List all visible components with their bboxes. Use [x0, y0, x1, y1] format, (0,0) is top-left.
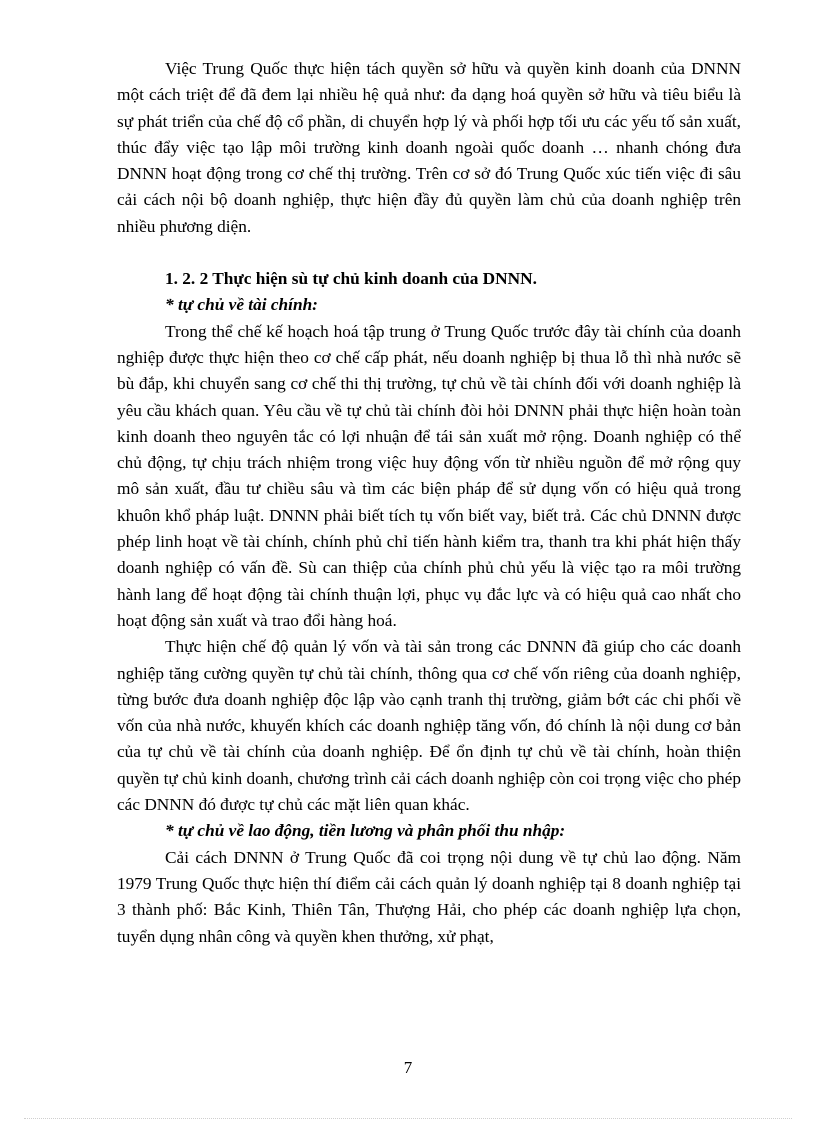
section-heading: 1. 2. 2 Thực hiện sù tự chủ kinh doanh của DNNN. — [165, 269, 537, 289]
document-page — [117, 56, 741, 950]
subheading-finance: * tự chủ về tài chính: — [165, 295, 318, 315]
paragraph-intro: Việc Trung Quốc thực hiện tách quyền sở hữu và quyền kinh doanh của DNNN một cách triệt để đã đem lại nhiều hệ quả như: đa dạng hoá quyền sở hữu và tiêu biểu là sự phát triển của chế độ cổ phần, di chuyển hợp lý và phối hợp tối ưu các yếu tố sản xuất, thúc đẩy việc tạo lập môi trường kinh doanh ngoài quốc doanh … nhanh chóng đưa DNNN hoạt động trong cơ chế thị trường. Trên cơ sở đó Trung Quốc xúc tiến việc đi sâu cải cách nội bộ doanh nghiệp, thực hiện đầy đủ quyền làm chủ của doanh nghiệp trên nhiều phương diện. — [117, 59, 741, 236]
page-bottom-divider — [24, 1118, 792, 1119]
spacer — [117, 240, 741, 266]
paragraph-labor: Cải cách DNNN ở Trung Quốc đã coi trọng nội dung về tự chủ lao động. Năm 1979 Trung Quốc thực hiện thí điểm cải cách quản lý doanh nghiệp tại 8 doanh nghiệp tại 3 thành phố: Bắc Kinh, Thiên Tân, Thượng Hải, cho phép các doanh nghiệp lựa chọn, tuyển dụng nhân công và quyền khen thưởng, xử phạt, — [117, 847, 741, 946]
page-number: 7 — [403, 1058, 413, 1077]
paragraph-finance-2: Thực hiện chế độ quản lý vốn và tài sản trong các DNNN đã giúp cho các doanh nghiệp tăng cường quyền tự chủ tài chính, thông qua cơ chế vốn riêng của doanh nghiệp, từng bước đưa doanh nghiệp độc lập vào cạnh tranh thị trường, giảm bớt các chi phối về vốn của nhà nước, khuyến khích các doanh nghiệp tăng vốn, đó chính là nội dung cơ bản của tự chủ về tài chính của doanh nghiệp. Để ổn định tự chủ về tài chính, hoàn thiện quyền tự chủ kinh doanh, chương trình cải cách doanh nghiệp còn coi trọng việc cho phép các DNNN đó được tự chủ các mặt liên quan khác. — [117, 637, 741, 815]
paragraph-finance-1: Trong thể chế kế hoạch hoá tập trung ở Trung Quốc trước đây tài chính của doanh nghiệp được thực hiện theo cơ chế cấp phát, nếu doanh nghiệp bị thua lỗ thì nhà nước sẽ bù đắp, khi chuyển sang cơ chế thi thị trường, tự chủ về tài chính đối với doanh nghiệp là yêu cầu khách quan. Yêu cầu về tự chủ tài chính đòi hỏi DNNN phải thực hiện hoàn toàn kinh doanh theo nguyên tắc có lợi nhuận để tái sản xuất mở rộng. Doanh nghiệp có thể chủ động, tự chịu trách nhiệm trong việc huy động vốn từ nhiều nguồn để mở rộng quy mô sản xuất, đầu tư chiều sâu và tìm các biện pháp để sử dụng vốn có hiệu quả trong khuôn khổ pháp luật. DNNN phải biết tích tụ vốn biết vay, biết trả. Các chủ DNNN được phép linh hoạt về tài chính, chính phủ chỉ tiến hành kiểm tra, thanh tra khi phát hiện thấy doanh nghiệp có vấn đề. Sù can thiệp của chính phủ chủ yếu là việc tạo ra môi trường hành lang để hoạt động tài chính thuận lợi, phục vụ đắc lực và có hiệu quả cao nhất cho hoạt động sản xuất và trao đổi hàng hoá. — [117, 321, 741, 630]
subheading-labor: * tự chủ về lao động, tiền lương và phân phối thu nhập: — [165, 821, 566, 841]
